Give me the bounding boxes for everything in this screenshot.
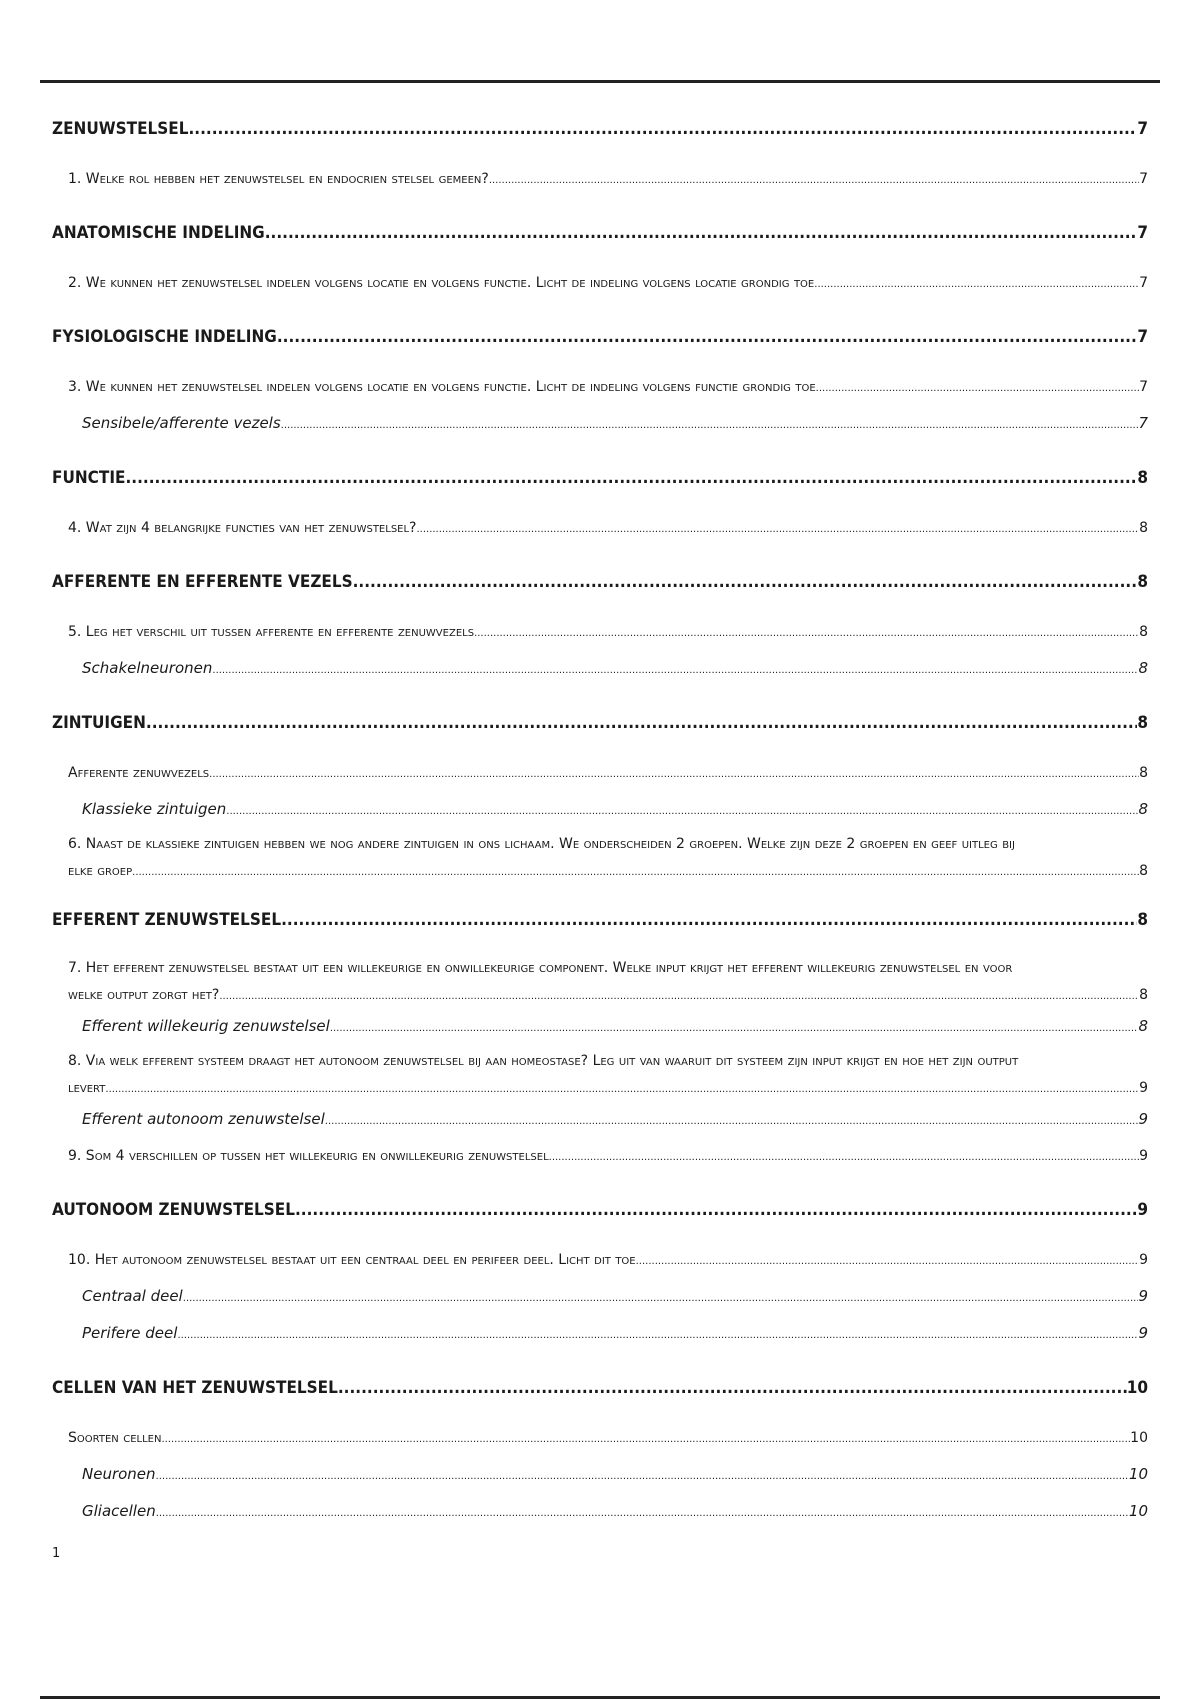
toc-question-entry[interactable] bbox=[52, 615, 1148, 651]
toc-entry-title-line2: welke output zorgt het? bbox=[68, 987, 220, 1003]
toc-page-number: 8 bbox=[1137, 468, 1148, 488]
toc-question-entry[interactable] bbox=[52, 266, 1148, 302]
toc-heading[interactable] bbox=[52, 706, 1148, 740]
toc-question-entry[interactable] bbox=[52, 511, 1148, 547]
toc-subsection-entry[interactable] bbox=[52, 1457, 1148, 1494]
toc-question-entry[interactable] bbox=[52, 953, 1148, 1009]
toc-section bbox=[52, 565, 1148, 688]
toc-heading[interactable] bbox=[52, 461, 1148, 495]
dot-leader bbox=[330, 1012, 1139, 1046]
toc-entry-title: 1. Welke rol hebben het zenuwstelsel en endocrien stelsel gemeen? bbox=[68, 171, 489, 187]
toc-entry-title: 4. Wat zijn 4 belangrijke functies van het zenuwstelsel? bbox=[68, 520, 417, 536]
toc-page-number: 8 bbox=[1139, 520, 1148, 536]
dot-leader bbox=[636, 1245, 1139, 1279]
toc-page-number: 8 bbox=[1139, 863, 1148, 879]
toc-question-entry[interactable] bbox=[52, 370, 1148, 406]
dot-leader bbox=[125, 461, 1137, 495]
toc-page-number: 7 bbox=[1138, 414, 1148, 432]
toc-heading-title: FUNCTIE bbox=[52, 468, 126, 488]
toc-entry-title: Klassieke zintuigen bbox=[82, 800, 227, 818]
toc-page-number: 8 bbox=[1138, 800, 1148, 818]
toc-entry-title: Gliacellen bbox=[82, 1502, 156, 1520]
dot-leader bbox=[353, 565, 1138, 599]
dot-leader bbox=[338, 1371, 1127, 1405]
toc-page-number: 9 bbox=[1138, 1324, 1148, 1342]
toc-heading[interactable] bbox=[52, 320, 1148, 354]
toc-page-number: 7 bbox=[1139, 379, 1148, 395]
dot-leader bbox=[226, 795, 1138, 829]
toc-heading[interactable] bbox=[52, 1193, 1148, 1227]
toc-page-number: 9 bbox=[1138, 1110, 1148, 1128]
toc-page-number: 8 bbox=[1139, 624, 1148, 640]
toc-heading-title: AUTONOOM ZENUWSTELSEL bbox=[52, 1200, 295, 1220]
toc-entry-title: 2. We kunnen het zenuwstelsel indelen volgens locatie en volgens functie. Licht de indeling volgens locatie grondig toe bbox=[68, 275, 815, 291]
toc-section bbox=[52, 320, 1148, 443]
toc-page-number: 7 bbox=[1137, 223, 1148, 243]
toc-entry-title: Perifere deel bbox=[82, 1324, 178, 1342]
toc-section bbox=[52, 112, 1148, 198]
dot-leader bbox=[177, 1319, 1138, 1353]
toc-section bbox=[52, 1193, 1148, 1353]
dot-leader bbox=[146, 706, 1137, 740]
toc-page-number: 8 bbox=[1138, 659, 1148, 677]
toc-page-number: 8 bbox=[1139, 987, 1148, 1003]
toc-heading[interactable] bbox=[52, 903, 1148, 937]
toc-page-number: 9 bbox=[1139, 1148, 1148, 1164]
toc-page-number: 8 bbox=[1139, 765, 1148, 781]
toc-heading-title: ZINTUIGEN bbox=[52, 713, 146, 733]
table-of-contents bbox=[52, 112, 1148, 1549]
dot-leader bbox=[132, 861, 1139, 885]
toc-entry-title: 3. We kunnen het zenuwstelsel indelen volgens locatie en volgens functie. Licht de indeling volgens functie grondig toe bbox=[68, 379, 816, 395]
toc-question-entry[interactable] bbox=[52, 1046, 1148, 1102]
toc-entry-title-line2: levert bbox=[68, 1080, 106, 1096]
dot-leader bbox=[281, 903, 1137, 937]
toc-page-number: 9 bbox=[1139, 1252, 1148, 1268]
page-number: 1 bbox=[52, 1546, 61, 1561]
toc-subsection-entry[interactable] bbox=[52, 792, 1148, 829]
toc-heading[interactable] bbox=[52, 1371, 1148, 1405]
header-rule bbox=[40, 80, 1160, 83]
toc-heading[interactable] bbox=[52, 216, 1148, 250]
dot-leader bbox=[189, 112, 1138, 146]
toc-section bbox=[52, 216, 1148, 302]
toc-heading[interactable] bbox=[52, 565, 1148, 599]
toc-question-entry[interactable] bbox=[52, 756, 1148, 792]
dot-leader bbox=[183, 1282, 1139, 1316]
toc-entry-title: Soorten cellen bbox=[68, 1430, 162, 1446]
dot-leader bbox=[295, 1193, 1137, 1227]
toc-page-number: 9 bbox=[1138, 1287, 1148, 1305]
toc-entry-title: Centraal deel bbox=[82, 1287, 183, 1305]
toc-entry-title-line1: 8. Via welk efferent systeem draagt het autonoom zenuwstelsel bij aan homeostase? Leg uit van waaruit dit systeem zijn input krijgt en hoe het zijn output bbox=[68, 1053, 1019, 1069]
toc-subsection-entry[interactable] bbox=[52, 1279, 1148, 1316]
toc-page-number: 7 bbox=[1137, 119, 1148, 139]
toc-heading-title: ZENUWSTELSEL bbox=[52, 119, 189, 139]
toc-subsection-entry[interactable] bbox=[52, 1102, 1148, 1139]
toc-page-number: 8 bbox=[1138, 1017, 1148, 1035]
toc-section bbox=[52, 706, 1148, 885]
toc-section bbox=[52, 461, 1148, 547]
toc-question-entry[interactable] bbox=[52, 1139, 1148, 1175]
toc-page-number: 9 bbox=[1137, 1200, 1148, 1220]
toc-entry-title: Neuronen bbox=[82, 1465, 156, 1483]
toc-page-number: 10 bbox=[1128, 1502, 1148, 1520]
dot-leader bbox=[489, 164, 1139, 198]
dot-leader bbox=[281, 409, 1139, 443]
toc-question-entry[interactable] bbox=[52, 1421, 1148, 1457]
toc-page-number: 7 bbox=[1139, 275, 1148, 291]
toc-entry-title: 9. Som 4 verschillen op tussen het willekeurig en onwillekeurig zenuwstelsel bbox=[68, 1148, 549, 1164]
dot-leader bbox=[265, 216, 1138, 250]
toc-page-number: 10 bbox=[1130, 1430, 1148, 1446]
toc-section bbox=[52, 1371, 1148, 1531]
toc-page-number: 10 bbox=[1126, 1378, 1148, 1398]
dot-leader bbox=[219, 985, 1139, 1009]
toc-subsection-entry[interactable] bbox=[52, 1316, 1148, 1353]
dot-leader bbox=[277, 320, 1138, 354]
toc-subsection-entry[interactable] bbox=[52, 406, 1148, 443]
dot-leader bbox=[156, 1460, 1129, 1494]
toc-heading-title: EFFERENT ZENUWSTELSEL bbox=[52, 910, 282, 930]
toc-question-entry[interactable] bbox=[52, 162, 1148, 198]
toc-entry-title: 10. Het autonoom zenuwstelsel bestaat uit een centraal deel en perifeer deel. Licht dit toe bbox=[68, 1252, 636, 1268]
dot-leader bbox=[105, 1078, 1139, 1102]
toc-entry-title: 5. Leg het verschil uit tussen afferente en efferente zenuwvezels bbox=[68, 624, 475, 640]
dot-leader bbox=[549, 1141, 1139, 1175]
toc-entry-title-line1: 6. Naast de klassieke zintuigen hebben we nog andere zintuigen in ons lichaam. We onderscheiden 2 groepen. Welke zijn deze 2 groepen en geef uitleg bij bbox=[68, 836, 1015, 852]
toc-subsection-entry[interactable] bbox=[52, 1494, 1148, 1531]
toc-subsection-entry[interactable] bbox=[52, 651, 1148, 688]
toc-question-entry[interactable] bbox=[52, 1243, 1148, 1279]
toc-section bbox=[52, 903, 1148, 1175]
toc-entry-title: Schakelneuronen bbox=[82, 659, 213, 677]
dot-leader bbox=[814, 268, 1139, 302]
toc-entry-title: Sensibele/afferente vezels bbox=[82, 414, 281, 432]
dot-leader bbox=[474, 617, 1139, 651]
dot-leader bbox=[816, 372, 1139, 406]
toc-entry-title: Efferent autonoom zenuwstelsel bbox=[82, 1110, 325, 1128]
toc-page-number: 9 bbox=[1139, 1080, 1148, 1096]
toc-entry-title: Efferent willekeurig zenuwstelsel bbox=[82, 1017, 330, 1035]
toc-question-entry[interactable] bbox=[52, 829, 1148, 885]
toc-heading-title: ANATOMISCHE INDELING bbox=[52, 223, 265, 243]
footer-rule bbox=[40, 1696, 1160, 1699]
toc-entry-title-line1: 7. Het efferent zenuwstelsel bestaat uit een willekeurige en onwillekeurige component. Welke input krijgt het efferent willekeurig zenuwstelsel en voor bbox=[68, 960, 1013, 976]
dot-leader bbox=[209, 758, 1139, 792]
toc-page-number: 8 bbox=[1137, 713, 1148, 733]
toc-page-number: 7 bbox=[1139, 171, 1148, 187]
dot-leader bbox=[325, 1105, 1139, 1139]
toc-page-number: 7 bbox=[1137, 327, 1148, 347]
toc-heading-title: FYSIOLOGISCHE INDELING bbox=[52, 327, 277, 347]
toc-page-number: 8 bbox=[1137, 910, 1148, 930]
toc-page-number: 10 bbox=[1128, 1465, 1148, 1483]
toc-heading[interactable] bbox=[52, 112, 1148, 146]
dot-leader bbox=[416, 513, 1139, 547]
dot-leader bbox=[156, 1497, 1129, 1531]
dot-leader bbox=[212, 654, 1138, 688]
toc-page-number: 8 bbox=[1137, 572, 1148, 592]
toc-entry-title-line2: elke groep bbox=[68, 863, 133, 879]
toc-heading-title: CELLEN VAN HET ZENUWSTELSEL bbox=[52, 1378, 338, 1398]
dot-leader bbox=[161, 1423, 1130, 1457]
toc-entry-title: Afferente zenuwvezels bbox=[68, 765, 210, 781]
toc-heading-title: AFFERENTE EN EFFERENTE VEZELS bbox=[52, 572, 353, 592]
toc-subsection-entry[interactable] bbox=[52, 1009, 1148, 1046]
